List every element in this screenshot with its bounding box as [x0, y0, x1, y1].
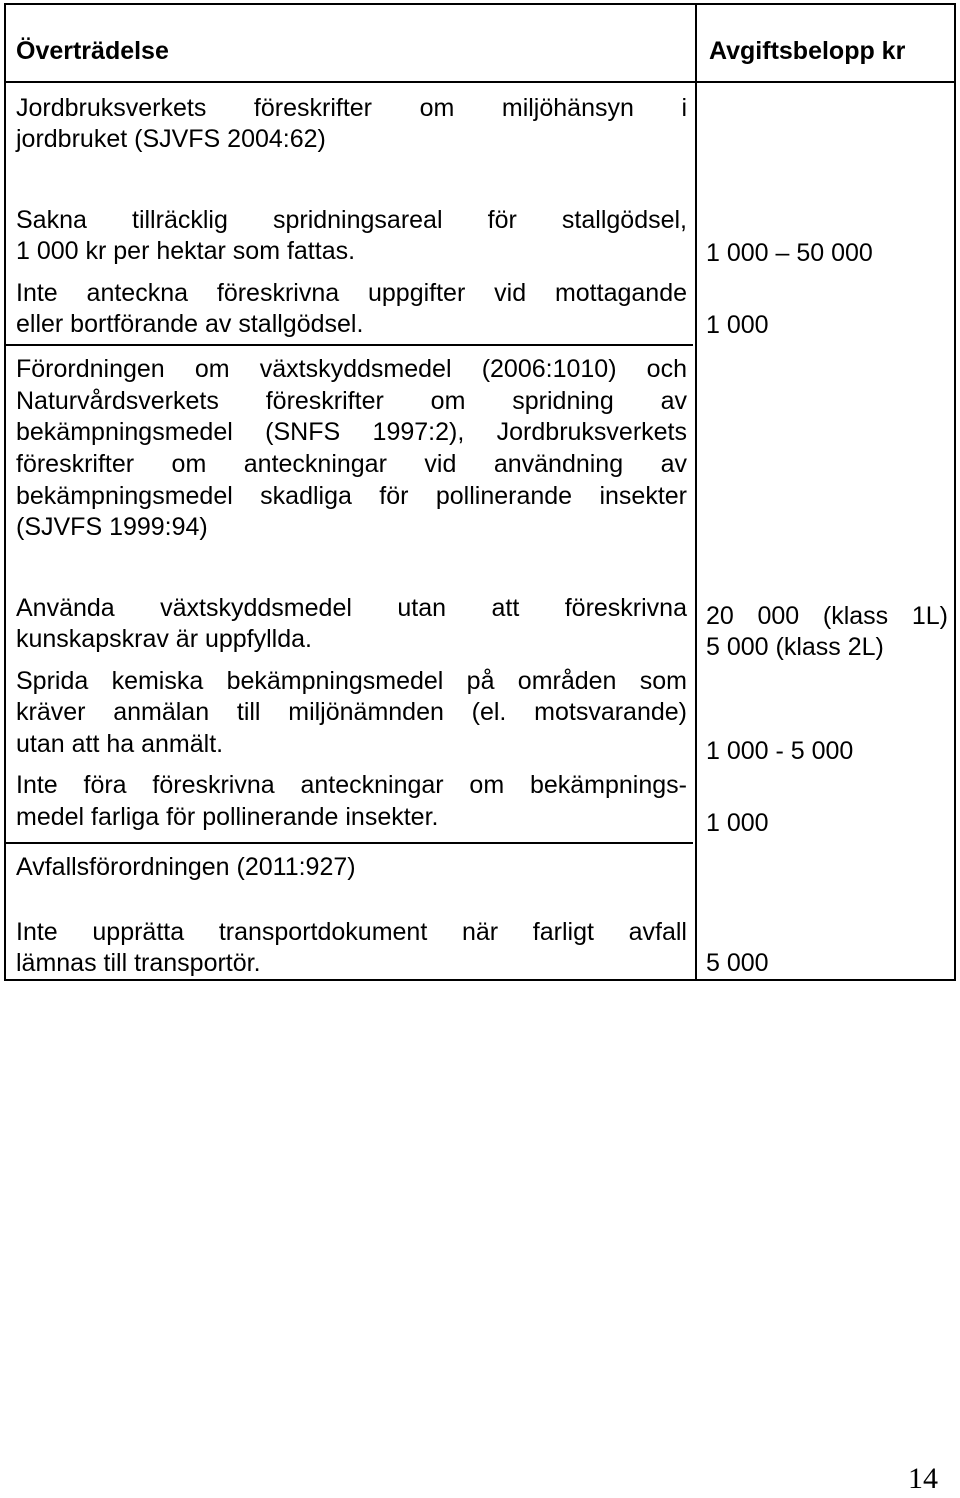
- violation-text-line: Inte upprätta transportdokument när farligt avfall: [16, 918, 687, 946]
- section-title-line: Avfallsförordningen (2011:927): [16, 853, 356, 881]
- section-title-line: bekämpningsmedel (SNFS 1997:2), Jordbruksverkets: [16, 418, 687, 446]
- violation-text-line: lämnas till transportör.: [16, 949, 261, 977]
- fee-amount: 1 000: [706, 311, 769, 339]
- section-title-line: (SJVFS 1999:94): [16, 513, 208, 541]
- fee-amount: 20 000 (klass 1L): [706, 602, 948, 630]
- fee-amount: 1 000 – 50 000: [706, 239, 873, 267]
- header-fee: Avgiftsbelopp kr: [709, 37, 906, 65]
- column-divider: [695, 5, 697, 979]
- fee-table: [4, 3, 956, 981]
- fee-amount: 1 000: [706, 809, 769, 837]
- violation-text-line: kunskapskrav är uppfyllda.: [16, 625, 312, 653]
- violation-text-line: Sakna tillräcklig spridningsareal för stallgödsel,: [16, 206, 687, 234]
- violation-text-line: Sprida kemiska bekämpningsmedel på områden som: [16, 667, 687, 695]
- fee-amount: 5 000: [706, 949, 769, 977]
- violation-text-line: utan att ha anmält.: [16, 730, 224, 758]
- section-title-line: Jordbruksverkets föreskrifter om miljöhänsyn i: [16, 94, 687, 122]
- section-divider: [6, 842, 693, 844]
- section-title-line: Naturvårdsverkets föreskrifter om spridning av: [16, 387, 687, 415]
- header-violation: Överträdelse: [16, 37, 169, 65]
- violation-text-line: Inte anteckna föreskrivna uppgifter vid mottagande: [16, 279, 687, 307]
- violation-text-line: kräver anmälan till miljönämnden (el. motsvarande): [16, 698, 687, 726]
- fee-amount: 1 000 - 5 000: [706, 737, 854, 765]
- section-title-line: Förordningen om växtskyddsmedel (2006:1010) och: [16, 355, 687, 383]
- violation-text-line: medel farliga för pollinerande insekter.: [16, 803, 439, 831]
- violation-text-line: 1 000 kr per hektar som fattas.: [16, 237, 356, 265]
- section-title-line: föreskrifter om anteckningar vid användning av: [16, 450, 687, 478]
- section-title-line: bekämpningsmedel skadliga för pollinerande insekter: [16, 482, 687, 510]
- section-title-line: jordbruket (SJVFS 2004:62): [16, 125, 326, 153]
- violation-text-line: eller bortförande av stallgödsel.: [16, 310, 364, 338]
- header-divider: [6, 81, 954, 83]
- violation-text-line: Inte föra föreskrivna anteckningar om bekämpnings-: [16, 771, 687, 799]
- violation-text-line: Använda växtskyddsmedel utan att föreskrivna: [16, 594, 687, 622]
- section-divider: [6, 344, 693, 346]
- page-number: 14: [908, 1462, 938, 1495]
- fee-amount: 5 000 (klass 2L): [706, 633, 884, 661]
